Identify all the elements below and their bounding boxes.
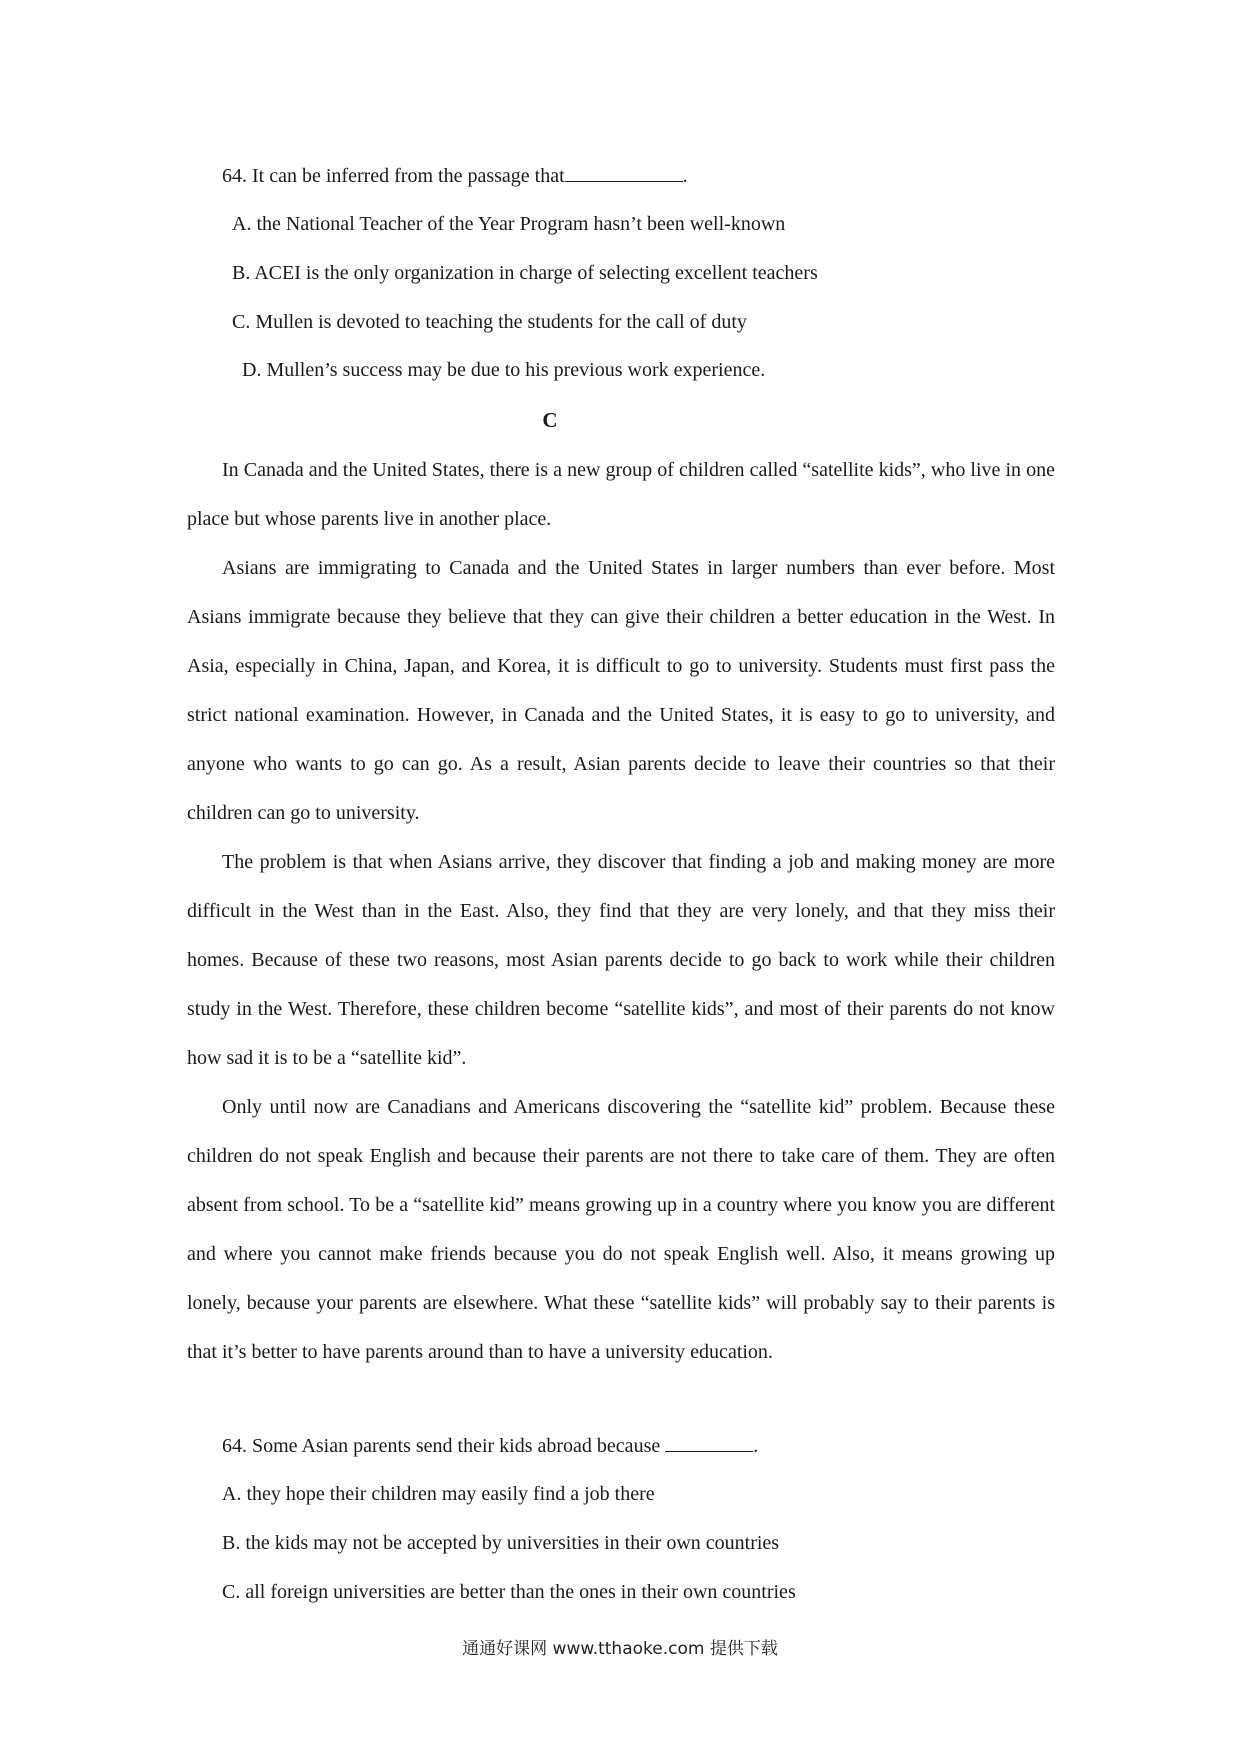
question-64b-stem: 64. Some Asian parents send their kids abroad because . bbox=[222, 1435, 759, 1457]
passage-paragraph: Only until now are Canadians and Americans discovering the “satellite kid” problem. Because these children do not speak English and because their parents are not there to take care of them. They are often absent from school. To be a “satellite kid” means growing up in a country where you know you are different and where you cannot make friends because you do not speak English well. Also, it means growing up lonely, because your parents are elsewhere. What these “satellite kids” will probably say to their parents is that it’s better to have parents around than to have a university education. bbox=[187, 1096, 1055, 1363]
option-b: B. ACEI is the only organization in charge of selecting excellent teachers bbox=[232, 262, 818, 284]
option-d: D. Mullen’s success may be due to his previous work experience. bbox=[242, 359, 766, 381]
option-c: C. all foreign universities are better than the ones in their own countries bbox=[222, 1581, 796, 1603]
footer-source: 通通好课网 www.tthaoke.com 提供下载 bbox=[462, 1639, 778, 1659]
option-b: B. the kids may not be accepted by universities in their own countries bbox=[222, 1532, 780, 1554]
section-heading: C bbox=[542, 408, 558, 432]
passage-body bbox=[187, 446, 1055, 1377]
passage-paragraph: Asians are immigrating to Canada and the United States in larger numbers than ever before. Most Asians immigrate because they believe that they can give their children a better education in the West. In Asia, especially in China, Japan, and Korea, it is difficult to go to university. Students must first pass the strict national examination. However, in Canada and the United States, it is easy to go to university, and anyone who wants to go can go. As a result, Asian parents decide to leave their countries so that their children can go to university. bbox=[187, 557, 1055, 824]
answer-blank bbox=[665, 1433, 753, 1452]
question-64-stem: 64. It can be inferred from the passage that . bbox=[222, 165, 688, 187]
passage-paragraph: In Canada and the United States, there is a new group of children called “satellite kids”, who live in one place but whose parents live in another place. bbox=[187, 459, 1055, 530]
option-a: A. they hope their children may easily find a job there bbox=[222, 1483, 655, 1505]
passage-paragraph: The problem is that when Asians arrive, they discover that finding a job and making money are more difficult in the West than in the East. Also, they find that they are very lonely, and that they miss their homes. Because of these two reasons, most Asian parents decide to go back to work while their children study in the West. Therefore, these children become “satellite kids”, and most of their parents do not know how sad it is to be a “satellite kid”. bbox=[187, 851, 1055, 1069]
option-a: A. the National Teacher of the Year Program hasn’t been well-known bbox=[232, 213, 786, 235]
answer-blank bbox=[565, 163, 683, 182]
option-c: C. Mullen is devoted to teaching the students for the call of duty bbox=[232, 311, 747, 333]
